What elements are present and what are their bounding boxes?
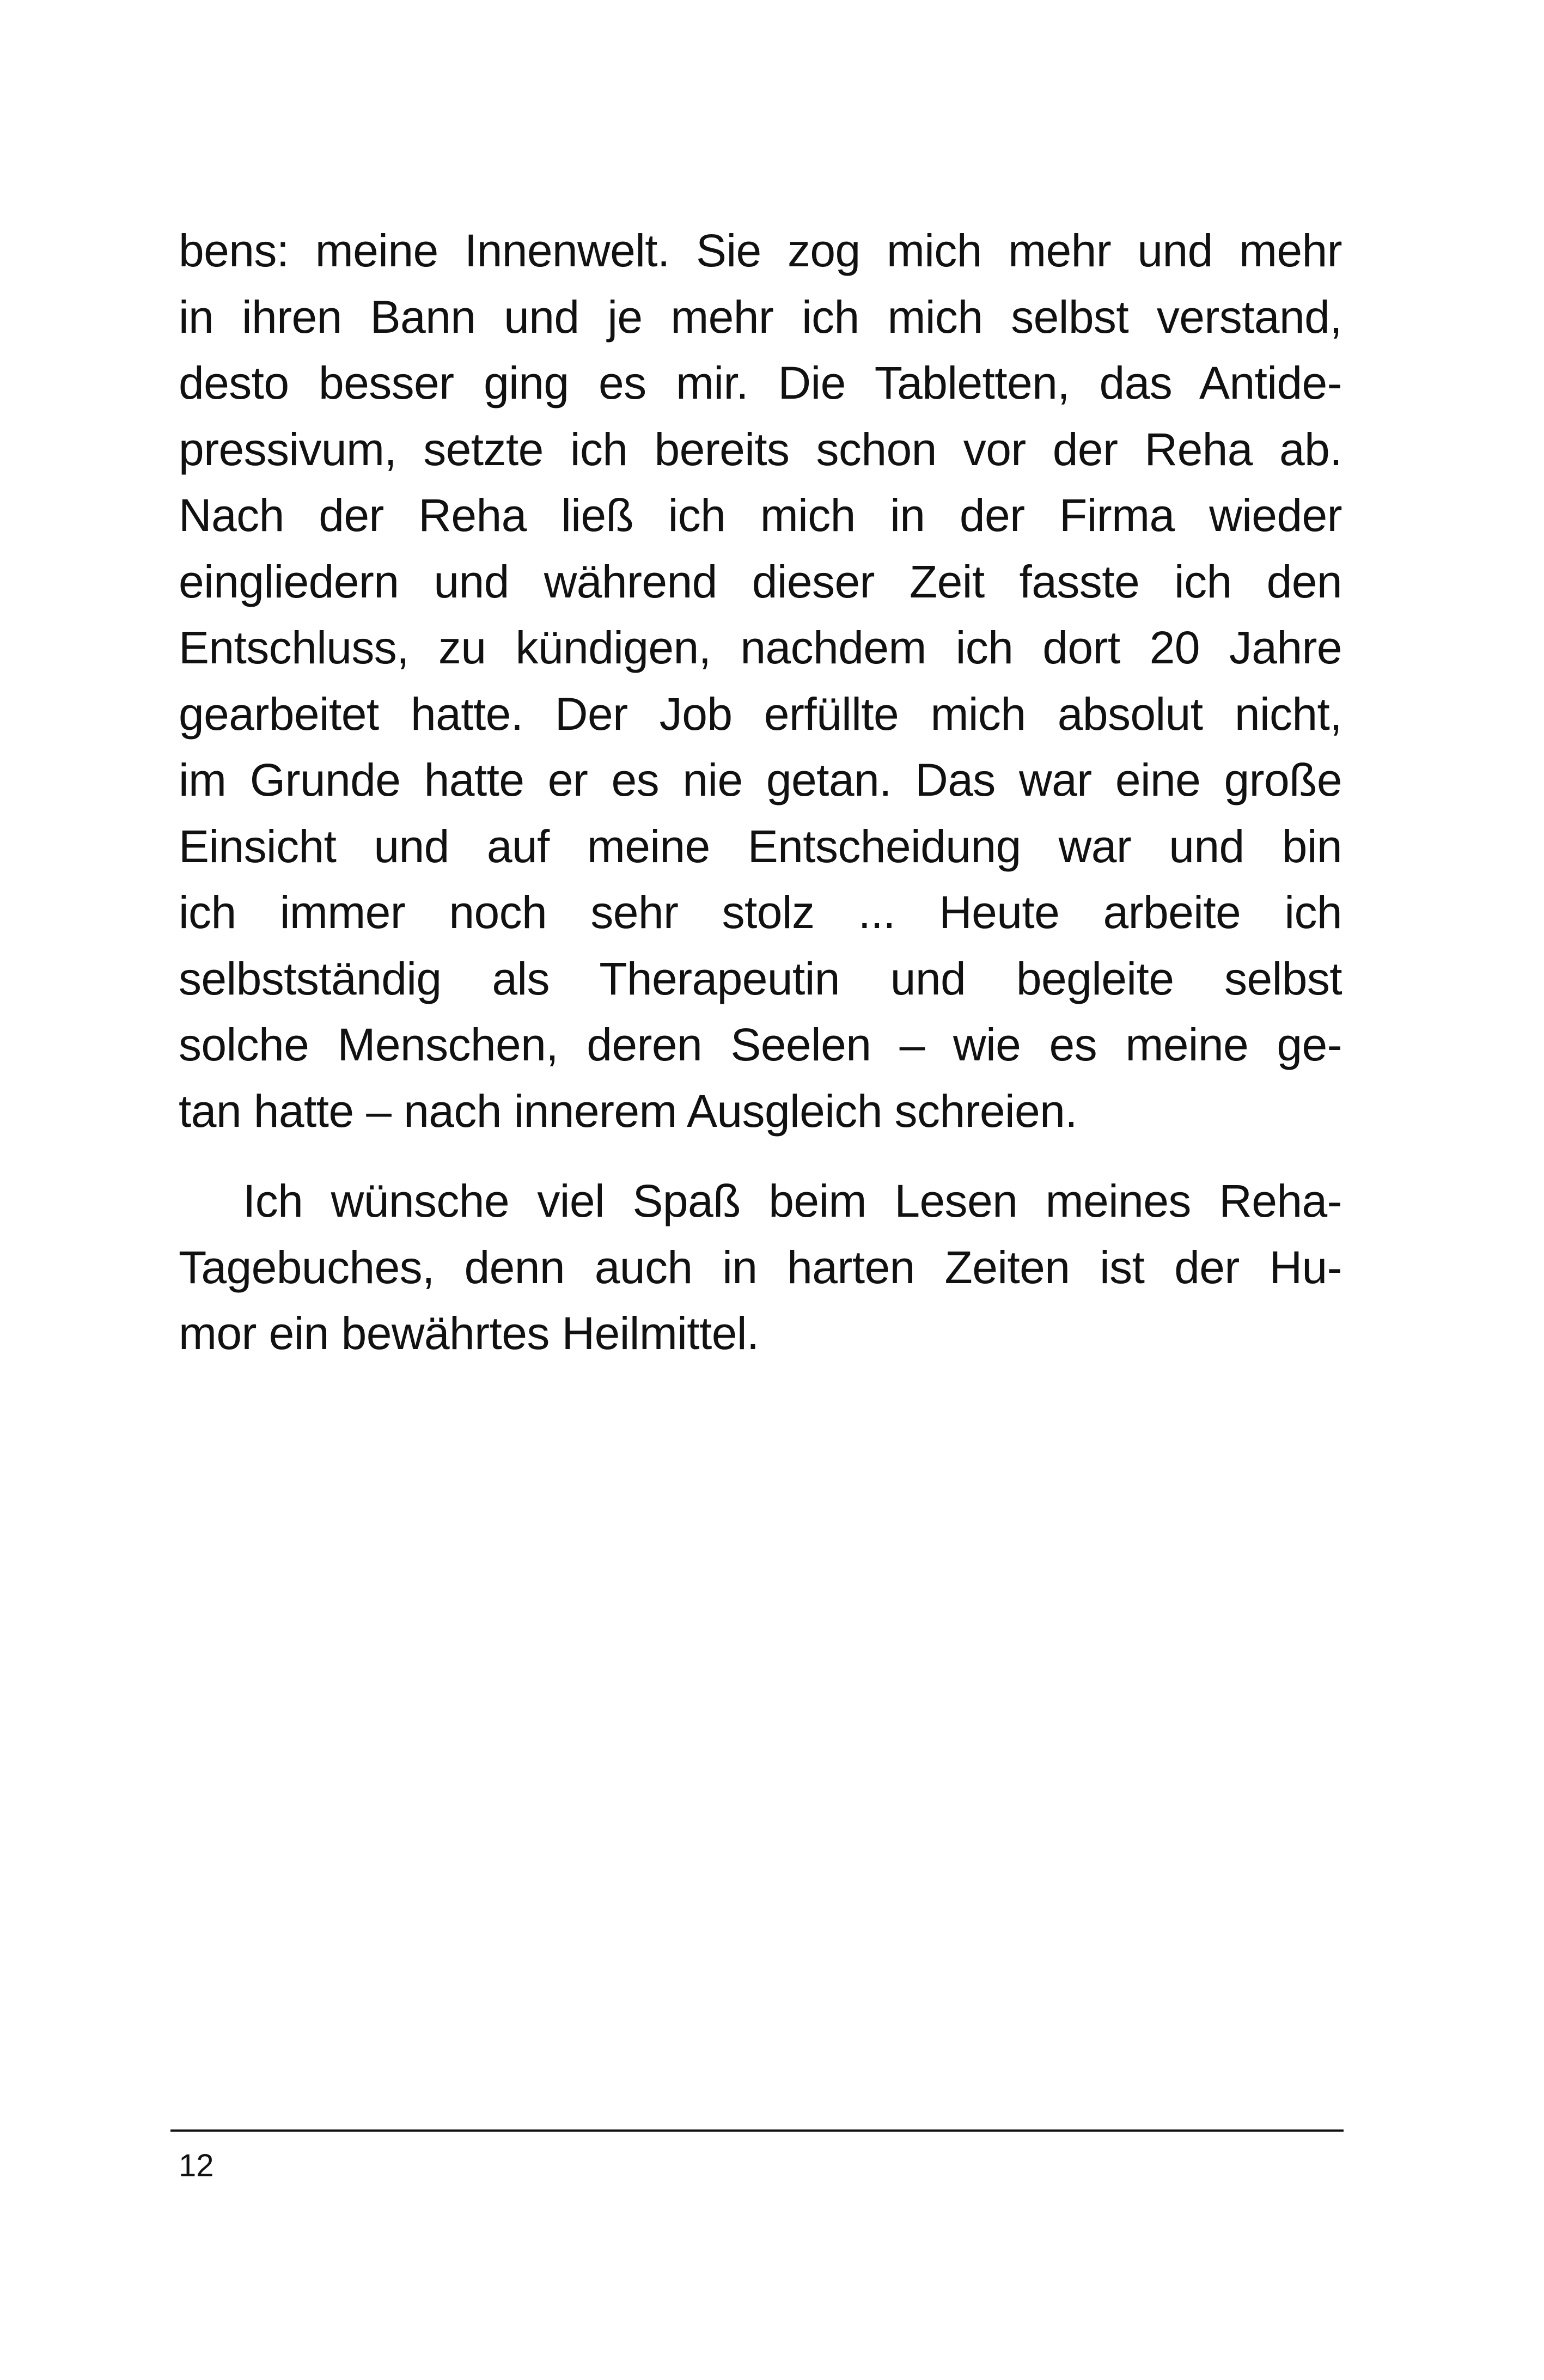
paragraph-spacer [179, 1144, 1342, 1168]
text-line: im Grunde hatte er es nie getan. Das war eine große [179, 754, 1342, 805]
text-line: Einsicht und auf meine Entscheidung war und bin [179, 820, 1342, 872]
text-line: Entschluss, zu kündigen, nachdem ich dort 20 Jahre [179, 622, 1342, 673]
text-line: ich immer noch sehr stolz ... Heute arbeite ich [179, 887, 1342, 938]
paragraph-1 [179, 218, 1342, 1144]
text-line: desto besser ging es mir. Die Tabletten, das Antide- [179, 357, 1342, 408]
text-line: gearbeitet hatte. Der Job erfüllte mich absolut nicht, [179, 688, 1342, 740]
text-line: Tagebuches, denn auch in harten Zeiten ist der Hu- [179, 1241, 1342, 1293]
body-text [179, 218, 1342, 1367]
text-line: pressivum, setzte ich bereits schon vor der Reha ab. [179, 423, 1342, 475]
text-line: tan hatte – nach innerem Ausgleich schreien. [179, 1085, 1077, 1137]
paragraph-2 [179, 1168, 1342, 1367]
text-line: bens: meine Innenwelt. Sie zog mich mehr und mehr [179, 225, 1342, 276]
text-line: eingliedern und während dieser Zeit fasste ich den [179, 556, 1342, 607]
text-line: solche Menschen, deren Seelen – wie es meine ge- [179, 1019, 1342, 1070]
text-line: in ihren Bann und je mehr ich mich selbst verstand, [179, 291, 1342, 343]
text-line: Nach der Reha ließ ich mich in der Firma wieder [179, 490, 1342, 541]
text-line: Ich wünsche viel Spaß beim Lesen meines Reha- [243, 1175, 1342, 1226]
text-line: selbstständig als Therapeutin und begleite selbst [179, 953, 1342, 1004]
footer-divider [170, 2129, 1344, 2132]
page-number: 12 [179, 2148, 214, 2183]
text-line: mor ein bewährtes Heilmittel. [179, 1308, 759, 1359]
